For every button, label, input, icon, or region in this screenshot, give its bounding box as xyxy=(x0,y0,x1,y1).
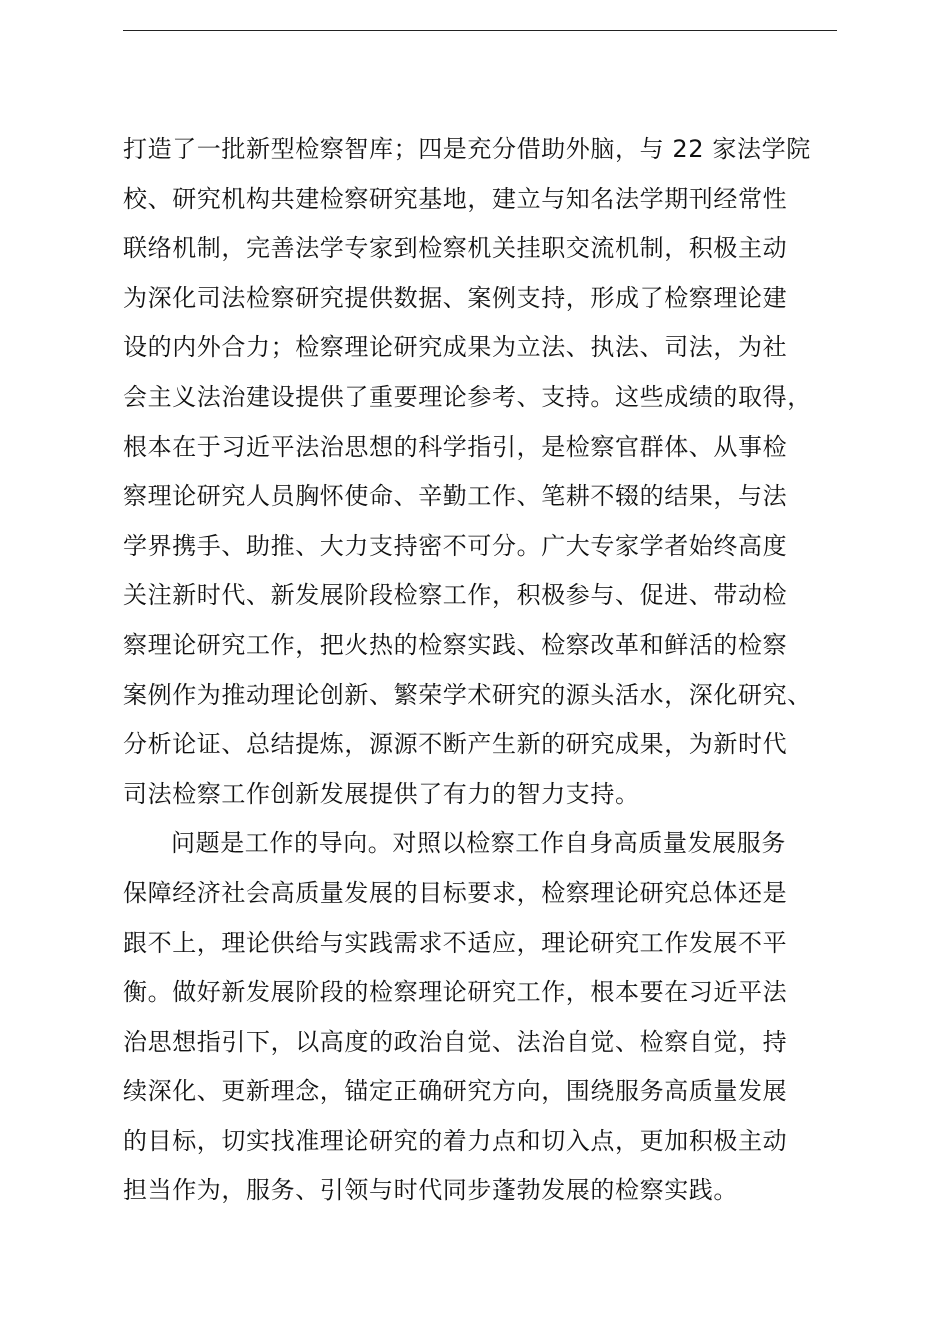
text-line: 分析论证、总结提炼，源源不断产生新的研究成果，为新时代 xyxy=(123,730,788,759)
text-line: 察理论研究人员胸怀使命、辛勤工作、笔耕不辍的结果，与法 xyxy=(123,482,788,511)
paragraph-first-line: 问题是工作的导向。对照以检察工作自身高质量发展服务 xyxy=(171,829,786,858)
text-line: 打造了一批新型检察智库；四是充分借助外脑，与 22 家法学院 xyxy=(123,135,811,163)
text-line: 司法检察工作创新发展提供了有力的智力支持。 xyxy=(123,779,640,808)
text-line: 根本在于习近平法治思想的科学指引，是检察官群体、从事检 xyxy=(123,432,788,461)
text-line: 校、研究机构共建检察研究基地，建立与知名法学期刊经常性 xyxy=(123,184,788,213)
text-line: 联络机制，完善法学专家到检察机关挂职交流机制，积极主动 xyxy=(123,234,788,263)
text-line: 设的内外合力；检察理论研究成果为立法、执法、司法，为社 xyxy=(123,333,788,362)
text-line: 治思想指引下，以高度的政治自觉、法治自觉、检察自觉，持 xyxy=(123,1027,788,1056)
text-line: 保障经济社会高质量发展的目标要求，检察理论研究总体还是 xyxy=(123,878,788,907)
text-line: 学界携手、助推、大力支持密不可分。广大专家学者始终高度 xyxy=(123,531,788,560)
text-line: 跟不上，理论供给与实践需求不适应，理论研究工作发展不平 xyxy=(123,928,788,957)
text-line: 的目标，切实找准理论研究的着力点和切入点，更加积极主动 xyxy=(123,1126,788,1155)
text-line: 续深化、更新理念，锚定正确研究方向，围绕服务高质量发展 xyxy=(123,1077,788,1106)
text-line: 衡。做好新发展阶段的检察理论研究工作，根本要在习近平法 xyxy=(123,978,788,1007)
text-line: 担当作为，服务、引领与时代同步蓬勃发展的检察实践。 xyxy=(123,1176,738,1205)
text-line: 察理论研究工作，把火热的检察实践、检察改革和鲜活的检察 xyxy=(123,630,788,659)
text-line: 为深化司法检察研究提供数据、案例支持，形成了检察理论建 xyxy=(123,283,788,312)
text-line: 会主义法治建设提供了重要理论参考、支持。这些成绩的取得， xyxy=(123,382,812,411)
body-text xyxy=(123,125,883,1216)
header-rule xyxy=(123,30,837,31)
text-line: 案例作为推动理论创新、繁荣学术研究的源头活水，深化研究、 xyxy=(123,680,812,709)
text-line: 关注新时代、新发展阶段检察工作，积极参与、促进、带动检 xyxy=(123,581,788,610)
